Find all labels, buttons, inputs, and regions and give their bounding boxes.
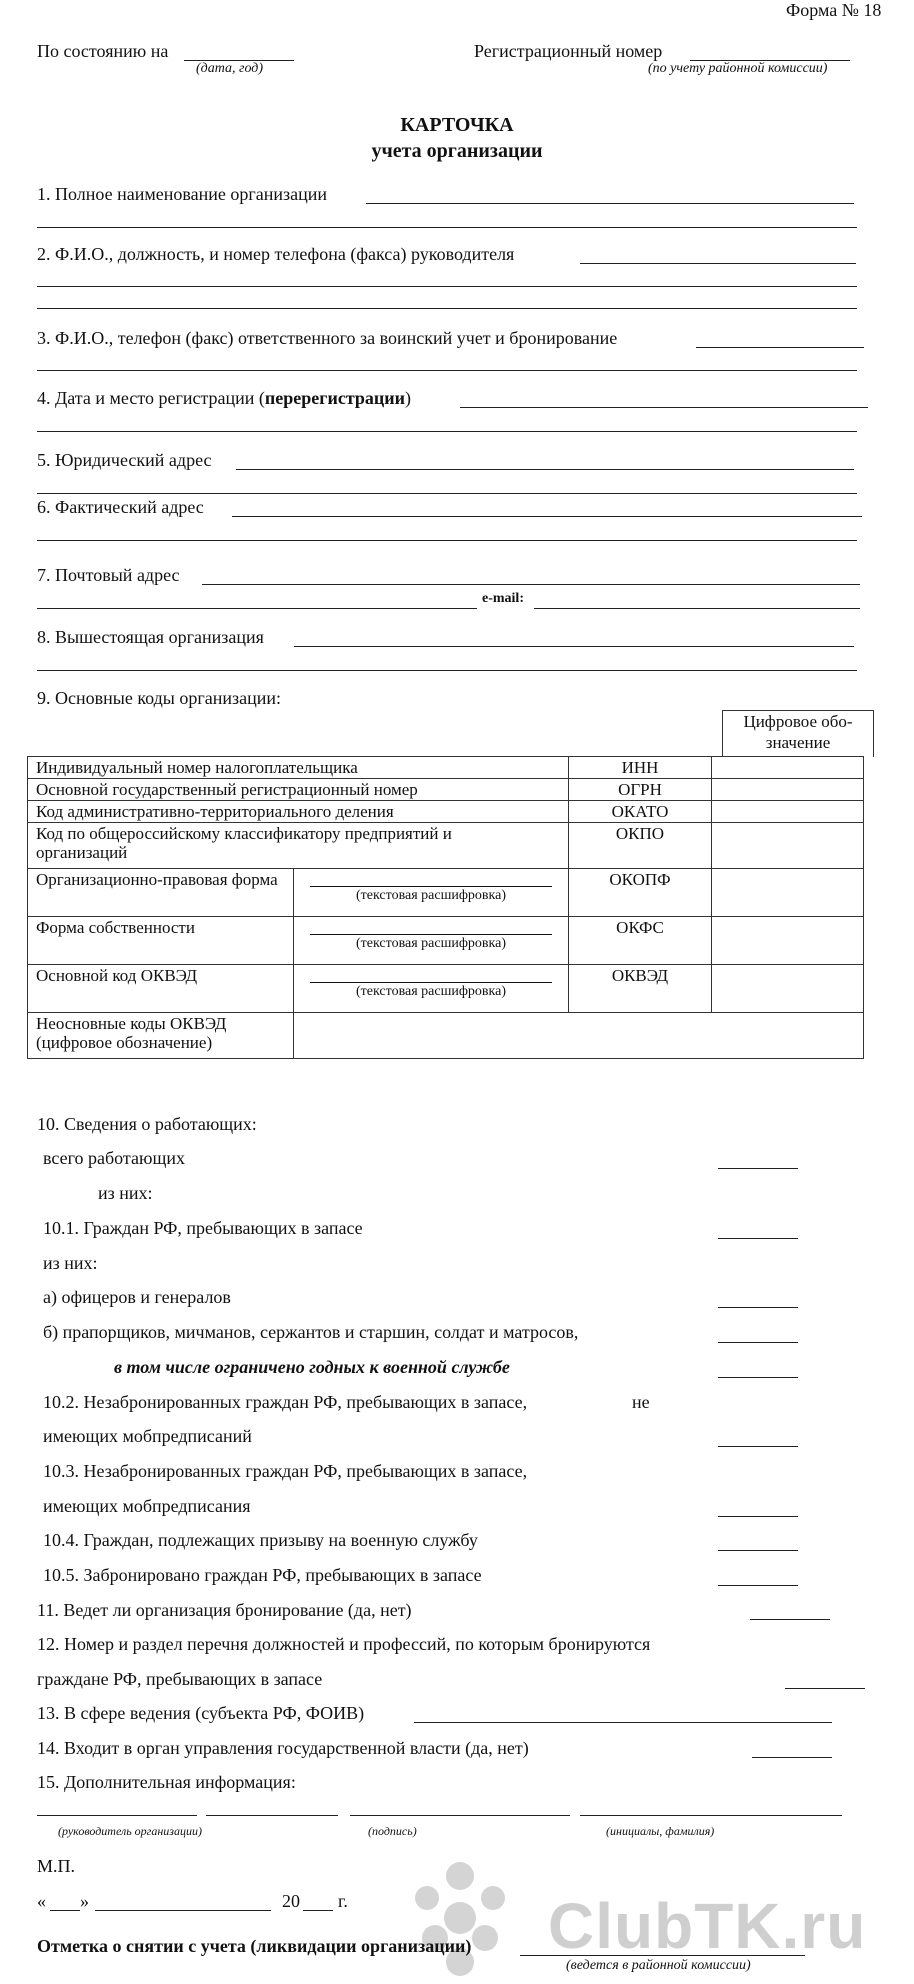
workers-reserved-label: 10.5. Забронировано граждан РФ, пребывающих в запасе xyxy=(43,1565,482,1585)
workers-of-them-1: из них: xyxy=(98,1183,153,1203)
signature-hint: (подпись) xyxy=(368,1824,417,1838)
date-close-quote: » xyxy=(80,1891,89,1911)
gov-body-field[interactable] xyxy=(752,1757,832,1758)
field-responsible-label: 3. Ф.И.О., телефон (факс) ответственного за воинский учет и бронирование xyxy=(37,328,618,348)
removal-field[interactable] xyxy=(520,1955,805,1956)
code-row-okfs-value[interactable] xyxy=(712,917,864,965)
field-actual-address-label: 6. Фактический адрес xyxy=(37,497,204,517)
code-row-okfs-code: ОКФС xyxy=(569,917,712,965)
field-parent-org-label: 8. Вышестоящая организация xyxy=(37,627,264,647)
additional-info-label: 15. Дополнительная информация: xyxy=(37,1772,296,1792)
field-actual-address-line[interactable] xyxy=(232,516,862,517)
code-row-okved-code: ОКВЭД xyxy=(569,965,712,1013)
workers-no-mob-field[interactable] xyxy=(718,1446,798,1447)
code-row-okopf-code: ОКОПФ xyxy=(569,869,712,917)
date-year-suffix: г. xyxy=(338,1891,348,1911)
seal-label: М.П. xyxy=(37,1856,76,1876)
code-row-okato-name: Код административно-территориального деления xyxy=(28,801,569,823)
field-full-name-label: 1. Полное наименование организации xyxy=(37,184,327,204)
field-head-line[interactable] xyxy=(580,263,856,264)
code-row-okpo-value[interactable] xyxy=(712,823,864,869)
decode-hint: (текстовая расшифровка) xyxy=(355,936,507,951)
code-row-inn-name: Индивидуальный номер налогоплательщика xyxy=(28,757,569,779)
workers-no-mob-label-c: имеющих мобпредписаний xyxy=(43,1426,252,1446)
field-legal-address-line[interactable] xyxy=(236,469,854,470)
field-postal-address-label: 7. Почтовый адрес xyxy=(37,565,180,585)
field-postal-address-line[interactable] xyxy=(202,584,860,585)
decode-hint: (текстовая расшифровка) xyxy=(355,888,507,903)
code-row-ogrn-name: Основной государственный регистрационный номер xyxy=(28,779,569,801)
code-row-okved-value[interactable] xyxy=(712,965,864,1013)
booking-label: 11. Ведет ли организация бронирование (да, нет) xyxy=(37,1600,412,1620)
field-registration-line2[interactable] xyxy=(37,431,857,432)
code-row-ogrn-value[interactable] xyxy=(712,779,864,801)
field-head-line2[interactable] xyxy=(37,286,857,287)
field-full-name-line[interactable] xyxy=(366,203,854,204)
codes-section-label: 9. Основные коды организации: xyxy=(37,688,282,708)
code-row-okopf-value[interactable] xyxy=(712,869,864,917)
workers-conscript-label: 10.4. Граждан, подлежащих призыву на военную службу xyxy=(43,1530,478,1550)
workers-with-mob-field[interactable] xyxy=(718,1516,798,1517)
code-row-inn-value[interactable] xyxy=(712,757,864,779)
sphere-label: 13. В сфере ведения (субъекта РФ, ФОИВ) xyxy=(37,1703,365,1723)
list-number-label-b: граждане РФ, пребывающих в запасе xyxy=(37,1669,323,1689)
workers-officers-label: а) офицеров и генералов xyxy=(43,1287,231,1307)
sphere-field[interactable] xyxy=(414,1722,832,1723)
date-open-quote: « xyxy=(37,1891,46,1911)
workers-total-field[interactable] xyxy=(718,1168,798,1169)
workers-limited-field[interactable] xyxy=(718,1377,798,1378)
page-subtitle: учета организации xyxy=(371,140,543,162)
workers-no-mob-label: 10.2. Незабронированных граждан РФ, пребывающих в запасе, xyxy=(43,1392,528,1412)
workers-soldiers-field[interactable] xyxy=(718,1342,798,1343)
code-row-extra-okved-name: Неосновные коды ОКВЭД (цифровое обозначение) xyxy=(28,1013,294,1059)
signature-name-line[interactable] xyxy=(580,1815,842,1816)
field-responsible-line[interactable] xyxy=(696,347,864,348)
workers-with-mob-label-b: имеющих мобпредписания xyxy=(43,1496,251,1516)
code-row-okpo-code: ОКПО xyxy=(569,823,712,869)
field-postal-address-line2[interactable] xyxy=(37,608,477,609)
date-year-field[interactable] xyxy=(303,1910,333,1911)
code-row-okved-name: Основной код ОКВЭД xyxy=(28,965,294,1013)
code-row-okopf-name: Организационно-правовая форма xyxy=(28,869,294,917)
digital-header-cell xyxy=(722,710,874,757)
watermark-text: ClubTK.ru xyxy=(548,1890,867,1962)
workers-reserve-field[interactable] xyxy=(718,1238,798,1239)
code-row-extra-okved-value[interactable] xyxy=(294,1013,864,1059)
workers-reserved-field[interactable] xyxy=(718,1585,798,1586)
workers-of-them-2: из них: xyxy=(43,1253,98,1273)
code-row-okato-code: ОКАТО xyxy=(569,801,712,823)
workers-soldiers-label: б) прапорщиков, мичманов, сержантов и старшин, солдат и матросов, xyxy=(43,1322,579,1342)
workers-conscript-field[interactable] xyxy=(718,1550,798,1551)
form-number: Форма № 18 xyxy=(786,0,882,20)
code-row-okopf-decode[interactable] xyxy=(294,869,569,917)
code-row-okfs-decode[interactable] xyxy=(294,917,569,965)
removal-hint: (ведется в районной комиссии) xyxy=(566,1958,751,1973)
reg-hint: (по учету районной комиссии) xyxy=(648,61,828,76)
code-row-okato-value[interactable] xyxy=(712,801,864,823)
signature-line[interactable] xyxy=(350,1815,570,1816)
workers-section-label: 10. Сведения о работающих: xyxy=(37,1114,257,1134)
gov-body-label: 14. Входит в орган управления государственной власти (да, нет) xyxy=(37,1738,529,1758)
removal-label: Отметка о снятии с учета (ликвидации организации) xyxy=(37,1936,472,1956)
signature-head-hint: (руководитель организации) xyxy=(58,1824,202,1838)
list-number-field[interactable] xyxy=(785,1688,865,1689)
workers-officers-field[interactable] xyxy=(718,1307,798,1308)
email-label: e-mail: xyxy=(482,591,524,606)
field-parent-org-line2[interactable] xyxy=(37,670,857,671)
date-day-field[interactable] xyxy=(50,1910,80,1911)
field-head-label: 2. Ф.И.О., должность, и номер телефона (факса) руководителя xyxy=(37,244,515,264)
email-line[interactable] xyxy=(534,608,860,609)
date-hint: (дата, год) xyxy=(196,61,264,76)
field-responsible-line2[interactable] xyxy=(37,370,857,371)
field-legal-address-label: 5. Юридический адрес xyxy=(37,450,212,470)
workers-no-mob-label-b: не xyxy=(632,1392,650,1412)
signature-head-line[interactable] xyxy=(37,1815,197,1816)
workers-with-mob-label: 10.3. Незабронированных граждан РФ, пребывающих в запасе, xyxy=(43,1461,528,1481)
page-title: КАРТОЧКА xyxy=(400,114,514,136)
digital-header-text: Цифровое обо-значение xyxy=(743,712,853,752)
field-registration-line[interactable] xyxy=(460,407,868,408)
code-row-ogrn-code: ОГРН xyxy=(569,779,712,801)
date-year-prefix: 20 xyxy=(282,1891,300,1911)
field-legal-address-line2[interactable] xyxy=(37,493,857,494)
signature-head-line2[interactable] xyxy=(206,1815,338,1816)
field-actual-address-line2[interactable] xyxy=(37,540,857,541)
code-row-okved-decode[interactable] xyxy=(294,965,569,1013)
workers-total-label: всего работающих xyxy=(43,1148,185,1168)
date-month-field[interactable] xyxy=(95,1910,271,1911)
status-date-label: По состоянию на xyxy=(37,41,169,61)
workers-reserve-label: 10.1. Граждан РФ, пребывающих в запасе xyxy=(43,1218,363,1238)
field-registration-label: 4. Дата и место регистрации (перерегистрации) xyxy=(37,388,412,408)
reg-number-label: Регистрационный номер xyxy=(474,41,663,61)
list-number-label: 12. Номер и раздел перечня должностей и профессий, по которым бронируются xyxy=(37,1634,651,1654)
code-row-okpo-name: Код по общероссийскому классификатору предприятий и организаций xyxy=(28,823,569,869)
field-parent-org-line[interactable] xyxy=(294,646,854,647)
codes-table xyxy=(27,756,864,1059)
field-head-line3[interactable] xyxy=(37,308,857,309)
field-full-name-line2[interactable] xyxy=(37,227,857,228)
signature-name-hint: (инициалы, фамилия) xyxy=(606,1824,715,1838)
workers-limited-label: в том числе ограничено годных к военной службе xyxy=(114,1357,510,1377)
code-row-inn-code: ИНН xyxy=(569,757,712,779)
watermark-logo-icon xyxy=(405,1858,515,1978)
decode-hint: (текстовая расшифровка) xyxy=(355,984,507,999)
booking-field[interactable] xyxy=(750,1619,830,1620)
code-row-okfs-name: Форма собственности xyxy=(28,917,294,965)
